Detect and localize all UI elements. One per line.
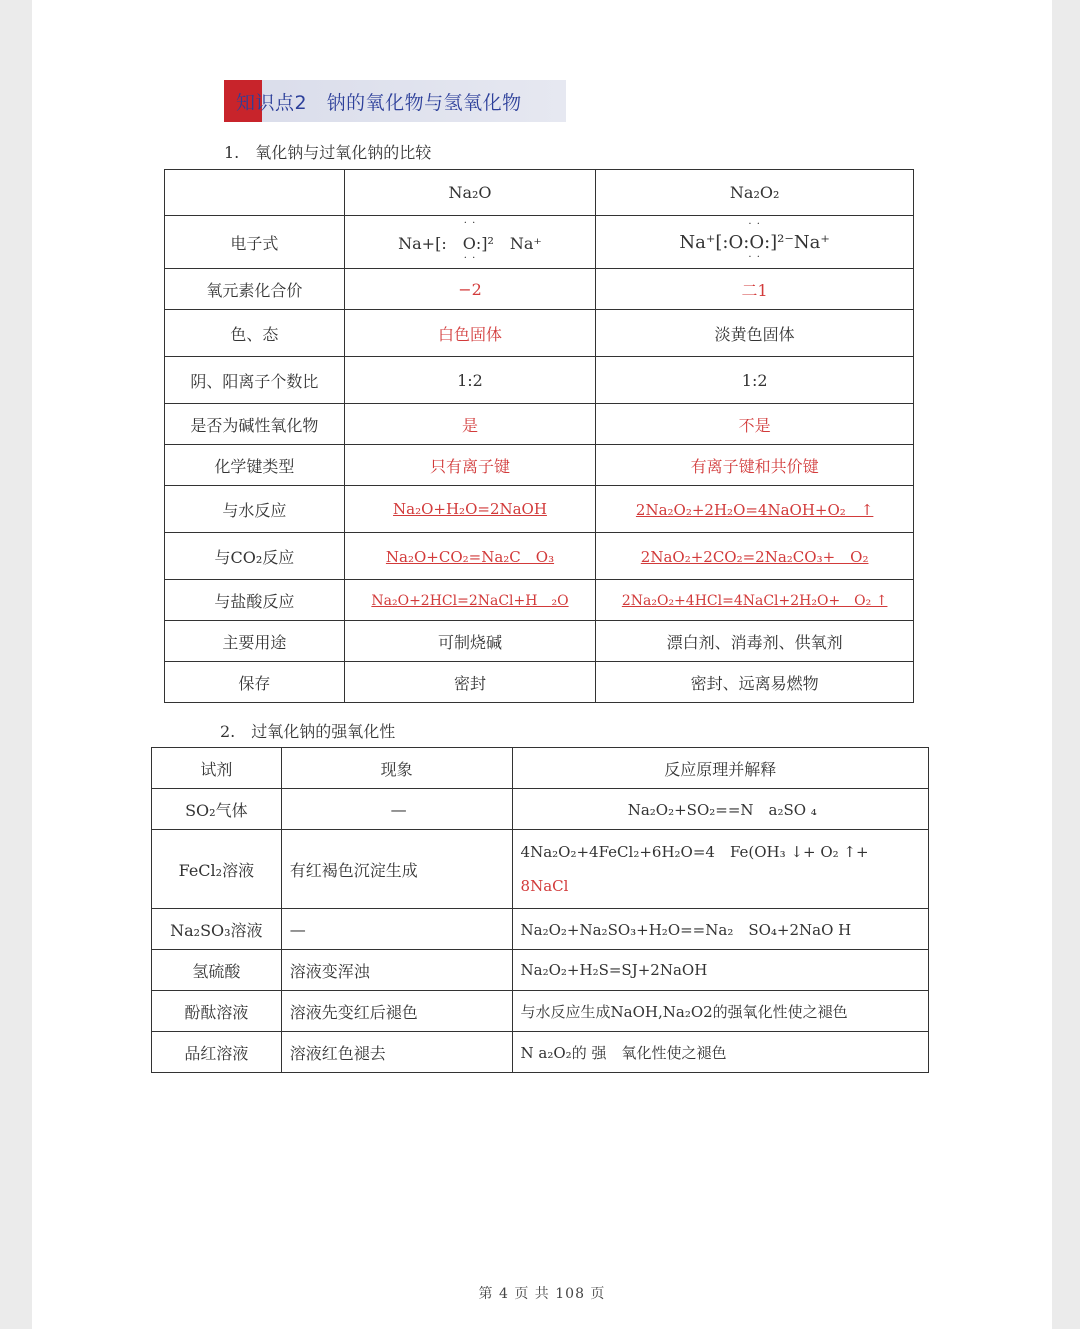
phenomenon-cell: 有红褐色沉淀生成 xyxy=(281,830,512,909)
table-row xyxy=(165,170,914,216)
cell-na2o: Na₂O+CO₂=Na₂C O₃ xyxy=(344,533,596,580)
oxidation-table xyxy=(151,747,929,1073)
explanation-cell: Na₂O₂+SO₂==N a₂SO ₄ xyxy=(512,789,928,830)
explanation-cell: Na₂O₂+Na₂SO₃+H₂O==Na₂ SO₄+2NaO H xyxy=(512,909,928,950)
row-label: 是否为碱性氧化物 xyxy=(165,404,345,445)
table-row xyxy=(152,991,929,1032)
explanation-cell xyxy=(512,830,928,909)
row-label: 色、态 xyxy=(165,310,345,357)
header-cell: 现象 xyxy=(281,748,512,789)
page-number: 第 4 页 共 108 页 xyxy=(478,1286,606,1302)
cell-na2o2 xyxy=(596,216,914,269)
reagent-cell: 酚酞溶液 xyxy=(152,991,282,1032)
header-cell xyxy=(165,170,345,216)
electron-formula: · · Na+[: O:]² Na⁺ · · xyxy=(398,231,542,254)
explanation-line-answer: 8NaCl xyxy=(520,877,569,895)
row-label: 化学键类型 xyxy=(165,445,345,486)
table-row xyxy=(165,357,914,404)
cell-na2o2: 2Na₂O₂+4HCl=4NaCl+2H₂O+ O₂ ↑ xyxy=(596,580,914,621)
section1-title: 1. 氧化钠与过氧化钠的比较 xyxy=(224,143,432,162)
reagent-cell: 氢硫酸 xyxy=(152,950,282,991)
header-cell: Na₂O xyxy=(344,170,596,216)
reagent-cell: SO₂气体 xyxy=(152,789,282,830)
table-row xyxy=(165,580,914,621)
table-row xyxy=(165,486,914,533)
header-cell: 反应原理并解释 xyxy=(512,748,928,789)
table-row xyxy=(165,269,914,310)
table-row xyxy=(165,662,914,703)
cell-na2o: −2 xyxy=(344,269,596,310)
cell-na2o: 1:2 xyxy=(344,357,596,404)
table-row xyxy=(152,748,929,789)
table-row xyxy=(152,950,929,991)
cell-na2o2: 二1 xyxy=(596,269,914,310)
cell-na2o: Na₂O+2HCl=2NaCl+H ₂O xyxy=(344,580,596,621)
table-row xyxy=(152,909,929,950)
row-label: 氧元素化合价 xyxy=(165,269,345,310)
cell-na2o: 密封 xyxy=(344,662,596,703)
cell-na2o: 白色固体 xyxy=(344,310,596,357)
cell-na2o2: 2NaO₂+2CO₂=2Na₂CO₃+ O₂ xyxy=(596,533,914,580)
section2-title: 2. 过氧化钠的强氧化性 xyxy=(220,722,396,741)
cell-na2o2: 1:2 xyxy=(596,357,914,404)
cell-na2o2: 漂白剂、消毒剂、供氧剂 xyxy=(596,621,914,662)
table-row xyxy=(165,216,914,269)
phenomenon-cell: 溶液先变红后褪色 xyxy=(281,991,512,1032)
row-label: 主要用途 xyxy=(165,621,345,662)
row-label: 与水反应 xyxy=(165,486,345,533)
row-label: 保存 xyxy=(165,662,345,703)
cell-na2o2: 2Na₂O₂+2H₂O=4NaOH+O₂ ↑ xyxy=(596,486,914,533)
row-label: 与CO₂反应 xyxy=(165,533,345,580)
phenomenon-cell: 溶液变浑浊 xyxy=(281,950,512,991)
table-row xyxy=(152,1032,929,1073)
table-row xyxy=(152,789,929,830)
row-label: 阴、阳离子个数比 xyxy=(165,357,345,404)
table-row xyxy=(165,533,914,580)
reagent-cell: FeCl₂溶液 xyxy=(152,830,282,909)
cell-na2o: 是 xyxy=(344,404,596,445)
row-label: 电子式 xyxy=(165,216,345,269)
table-row xyxy=(165,310,914,357)
cell-na2o2: 密封、远离易燃物 xyxy=(596,662,914,703)
table-row xyxy=(165,445,914,486)
cell-na2o: 可制烧碱 xyxy=(344,621,596,662)
header-cell: Na₂O₂ xyxy=(596,170,914,216)
heading-text: 知识点2 钠的氧化物与氢氧化物 xyxy=(236,91,522,114)
cell-na2o: Na₂O+H₂O=2NaOH xyxy=(344,486,596,533)
cell-na2o xyxy=(344,216,596,269)
reagent-cell: 品红溶液 xyxy=(152,1032,282,1073)
electron-formula: · · Na⁺[:O:O:]²⁻Na⁺ · · xyxy=(679,232,829,253)
reagent-cell: Na₂SO₃溶液 xyxy=(152,909,282,950)
explanation-line: 4Na₂O₂+4FeCl₂+6H₂O=4 Fe(OH₃ ↓+ O₂ ↑+ xyxy=(520,843,869,861)
phenomenon-cell: — xyxy=(281,909,512,950)
explanation-cell: Na₂O₂+H₂S=SJ+2NaOH xyxy=(512,950,928,991)
document-page xyxy=(32,0,1052,1329)
explanation-cell: 与水反应生成NaOH,Na₂O2的强氧化性使之褪色 xyxy=(512,991,928,1032)
row-label: 与盐酸反应 xyxy=(165,580,345,621)
phenomenon-cell: — xyxy=(281,789,512,830)
cell-na2o2: 不是 xyxy=(596,404,914,445)
cell-na2o: 只有离子键 xyxy=(344,445,596,486)
header-cell: 试剂 xyxy=(152,748,282,789)
table-row xyxy=(165,621,914,662)
table-row xyxy=(165,404,914,445)
comparison-table xyxy=(164,169,914,703)
table-row xyxy=(152,830,929,909)
phenomenon-cell: 溶液红色褪去 xyxy=(281,1032,512,1073)
explanation-cell: N a₂O₂的 强 氧化性使之褪色 xyxy=(512,1032,928,1073)
cell-na2o2: 淡黄色固体 xyxy=(596,310,914,357)
section-heading xyxy=(224,80,566,122)
cell-na2o2: 有离子键和共价键 xyxy=(596,445,914,486)
